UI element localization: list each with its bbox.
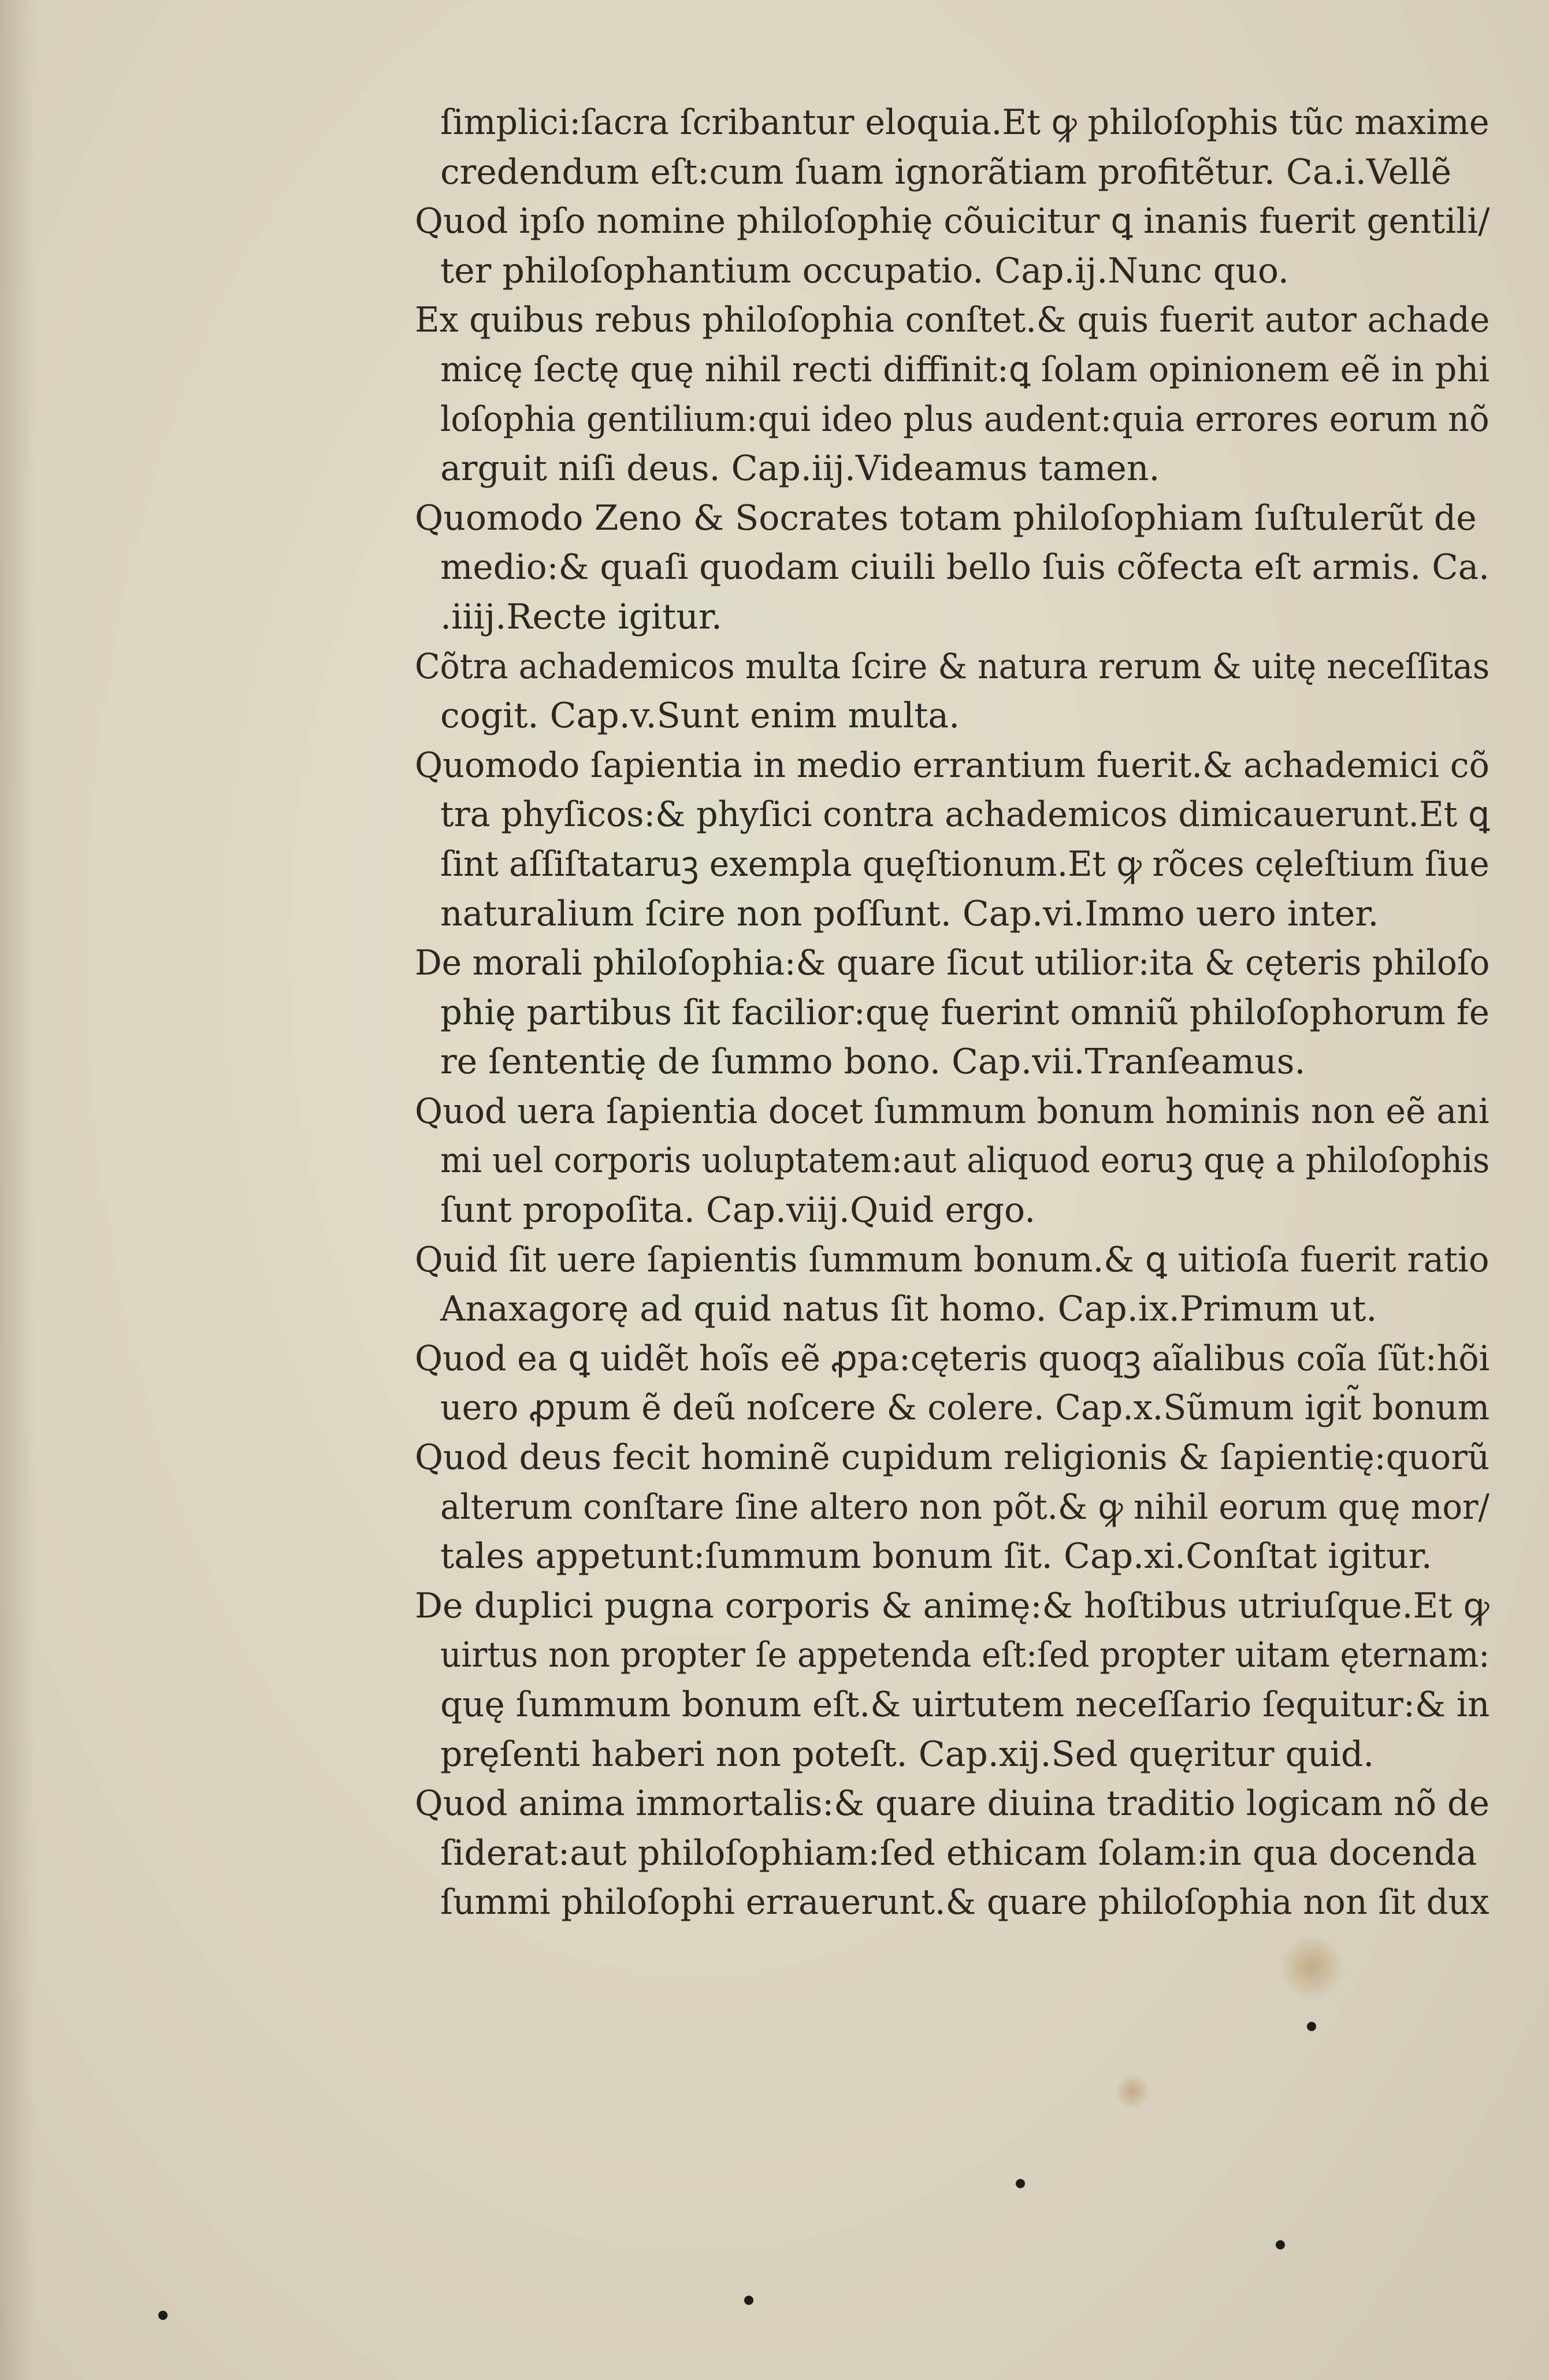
text-line: Quod anima immortalis:& quare diuina traditio logicam nõ de <box>415 1783 1489 1824</box>
text-line: micę ſectę quę nihil recti diffinit:ꝗ ſolam opinionem eẽ in phi <box>440 349 1490 390</box>
text-line: naturalium ſcire non poſſunt. Cap.vi.Immo uero inter. <box>440 893 1379 934</box>
ink-speck <box>1016 2179 1025 2188</box>
text-line: ſummi philoſophi errauerunt.& quare philoſophia non ſit dux <box>440 1882 1489 1923</box>
ink-speck <box>1276 2240 1285 2249</box>
text-line: alterum conſtare ſine altero non põt.& ꝙ nihil eorum quę mor/ <box>440 1486 1489 1527</box>
text-line: uero ꝓpum ẽ deũ noſcere & colere. Cap.x.Sũmum igit̃ bonum <box>440 1388 1490 1429</box>
text-line: arguit niſi deus. Cap.iij.Videamus tamen. <box>440 448 1160 489</box>
ink-speck <box>744 2296 753 2305</box>
text-line: uirtus non propter ſe appetenda eſt:ſed propter uitam ęternam: <box>440 1635 1490 1676</box>
text-line: ſint aſſiſtataruꝫ exempla quęſtionum.Et ꝙ rõces cęleſtium ſiue <box>440 843 1489 884</box>
text-line: Quod deus fecit hominẽ cupidum religionis & ſapientię:quorũ <box>415 1437 1490 1478</box>
text-line: Quid ſit uere ſapientis ſummum bonum.& ꝗ uitioſa fuerit ratio <box>415 1239 1489 1280</box>
text-line: De morali philoſophia:& quare ſicut utilior:ita & cęteris philoſo <box>415 943 1490 984</box>
ink-speck <box>158 2311 168 2320</box>
text-line: loſophia gentilium:qui ideo plus audent:quia errores eorum nõ <box>440 399 1489 440</box>
text-line: Cõtra achademicos multa ſcire & natura rerum & uitę neceſſitas <box>415 646 1490 687</box>
text-line: ſiderat:aut philoſophiam:ſed ethicam ſolam:in qua docenda <box>440 1832 1477 1873</box>
text-line: .iiij.Recte igitur. <box>440 596 722 637</box>
text-line: Anaxagorę ad quid natus ſit homo. Cap.ix.Primum ut. <box>440 1289 1377 1330</box>
text-line: mi uel corporis uoluptatem:aut aliquod eoruꝫ quę a philoſophis <box>440 1140 1490 1181</box>
text-line: quę ſummum bonum eſt.& uirtutem neceſſario ſequitur:& in <box>440 1684 1490 1725</box>
foxing-stain <box>1280 1935 1343 1999</box>
text-line: Quod ipſo nomine philoſophię cõuicitur ꝗ inanis fuerit gentili/ <box>415 201 1490 242</box>
text-line: tales appetunt:ſummum bonum ſit. Cap.xi.Conſtat igitur. <box>440 1536 1432 1577</box>
text-line: medio:& quaſi quodam ciuili bello ſuis cõfecta eſt armis. Ca. <box>440 547 1490 588</box>
text-line: pręſenti haberi non poteſt. Cap.xij.Sed quęritur quid. <box>440 1734 1375 1775</box>
text-line: cogit. Cap.v.Sunt enim multa. <box>440 696 960 737</box>
text-line: re ſententię de ſummo bono. Cap.vii.Tranſeamus. <box>440 1042 1306 1083</box>
ink-speck <box>1307 2022 1316 2031</box>
gutter-shadow <box>0 0 35 2380</box>
text-line: phię partibus ſit facilior:quę fuerint omniũ philoſophorum fe <box>440 992 1489 1033</box>
text-line: ter philoſophantium occupatio. Cap.ij.Nunc quo. <box>440 250 1289 291</box>
text-line: Quod uera ſapientia docet ſummum bonum hominis non eẽ ani <box>415 1091 1489 1132</box>
text-line: Quod ea ꝗ uidẽt hoĩs eẽ ꝓpa:cęteris quoqꝫ aĩalibus coĩa ſũt:hõi <box>415 1338 1490 1379</box>
text-line: ſunt propoſita. Cap.viij.Quid ergo. <box>440 1190 1036 1231</box>
foxing-stain <box>1115 2074 1150 2108</box>
text-line: ſimplici:ſacra ſcribantur eloquia.Et ꝙ philoſophis tũc maxime <box>440 102 1489 143</box>
text-line: credendum eſt:cum ſuam ignorãtiam profitẽtur. Ca.i.Vellẽ <box>440 151 1452 192</box>
text-line: Quomodo Zeno & Socrates totam philoſophiam ſuſtulerũt de <box>415 497 1477 538</box>
chapter-list-text <box>415 98 1489 1928</box>
text-line: De duplici pugna corporis & animę:& hoſtibus utriuſque.Et ꝙ <box>415 1585 1489 1626</box>
text-line: Ex quibus rebus philoſophia conſtet.& quis fuerit autor achade <box>415 300 1490 341</box>
text-line: Quomodo ſapientia in medio errantium fuerit.& achademici cõ <box>415 745 1489 786</box>
text-line: tra phyſicos:& phyſici contra achademicos dimicauerunt.Et ꝗ <box>440 794 1490 835</box>
